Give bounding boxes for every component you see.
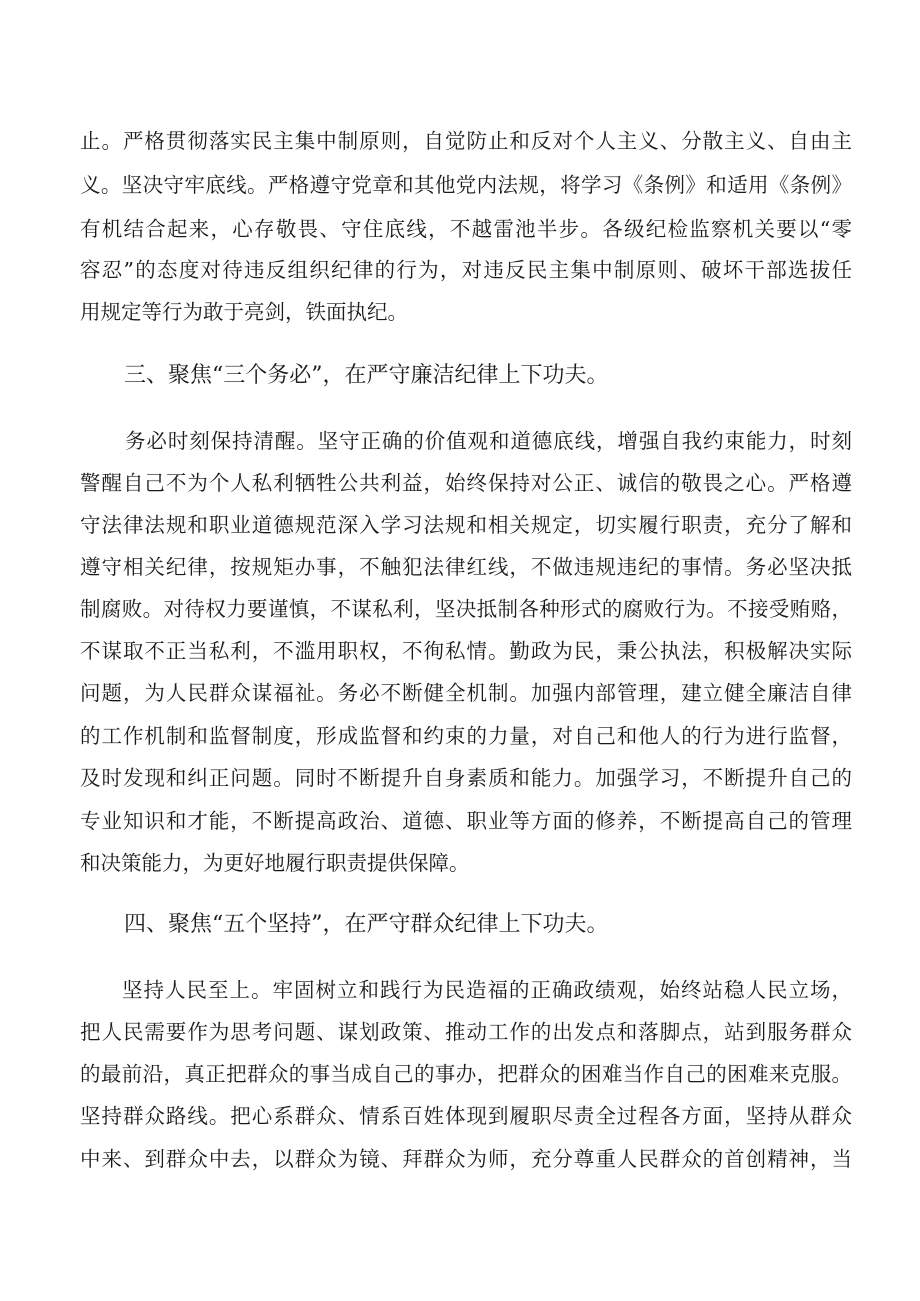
paragraph-3-line-4: 坚持群众路线。把心系群众、情系百姓体现到履职尽责全过程各方面，坚持从群众 bbox=[80, 1104, 852, 1128]
paragraph-2-line-1: 务必时刻保持清醒。坚守正确的价值观和道德底线，增强自我约束能力，时刻 bbox=[125, 429, 852, 453]
paragraph-1-line-5: 用规定等行为敢于亮剑，铁面执纪。 bbox=[80, 300, 408, 324]
section-heading-3: 三、聚焦“三个务必”，在严守廉洁纪律上下功夫。 bbox=[124, 363, 609, 388]
paragraph-3-line-2: 把人民需要作为思考问题、谋划政策、推动工作的出发点和落脚点，站到服务群众 bbox=[80, 1020, 852, 1044]
paragraph-2-line-10: 专业知识和才能，不断提高政治、道德、职业等方面的修养，不断提高自己的管理 bbox=[80, 809, 852, 833]
paragraph-2-line-9: 及时发现和纠正问题。同时不断提升自身素质和能力。加强学习，不断提升自己的 bbox=[80, 766, 852, 790]
paragraph-2-line-5: 制腐败。对待权力要谨慎，不谋私利，坚决抵制各种形式的腐败行为。不接受贿赂， bbox=[80, 597, 852, 621]
paragraph-2-line-6: 不谋取不正当私利，不滥用职权，不徇私情。勤政为民，秉公执法，积极解决实际 bbox=[80, 639, 852, 663]
paragraph-2-line-2: 警醒自己不为个人私利牺牲公共利益，始终保持对公正、诚信的敬畏之心。严格遵 bbox=[80, 471, 852, 495]
paragraph-3-line-3: 的最前沿，真正把群众的事当成自己的事办，把群众的困难当作自己的困难来克服。 bbox=[80, 1062, 852, 1086]
section-heading-4: 四、聚焦“五个坚持”，在严守群众纪律上下功夫。 bbox=[124, 912, 609, 937]
paragraph-2-line-4: 遵守相关纪律，按规矩办事，不触犯法律红线，不做违规违纪的事情。务必坚决抵 bbox=[80, 555, 852, 579]
paragraph-1-line-4: 容忍”的态度对待违反组织纪律的行为，对违反民主集中制原则、破坏干部选拔任 bbox=[80, 258, 852, 282]
paragraph-2-line-7: 问题，为人民群众谋福祉。务必不断健全机制。加强内部管理，建立健全廉洁自律 bbox=[80, 681, 852, 705]
paragraph-3-line-1: 坚持人民至上。牢固树立和践行为民造福的正确政绩观，始终站稳人民立场， bbox=[122, 978, 852, 1002]
paragraph-1-line-2: 义。坚决守牢底线。严格遵守党章和其他党内法规，将学习《条例》和适用《条例》 bbox=[80, 173, 852, 197]
paragraph-3-line-5: 中来、到群众中去，以群众为镜、拜群众为师，充分尊重人民群众的首创精神，当 bbox=[80, 1147, 852, 1171]
paragraph-1-line-3: 有机结合起来，心存敬畏、守住底线，不越雷池半步。各级纪检监察机关要以“零 bbox=[80, 217, 852, 241]
paragraph-2-line-8: 的工作机制和监督制度，形成监督和约束的力量，对自己和他人的行为进行监督， bbox=[80, 724, 852, 748]
paragraph-2-line-11: 和决策能力，为更好地履行职责提供保障。 bbox=[80, 851, 470, 875]
paragraph-2-line-3: 守法律法规和职业道德规范深入学习法规和相关规定，切实履行职责，充分了解和 bbox=[80, 513, 852, 537]
paragraph-1-line-1: 止。严格贯彻落实民主集中制原则，自觉防止和反对个人主义、分散主义、自由主 bbox=[80, 129, 852, 153]
